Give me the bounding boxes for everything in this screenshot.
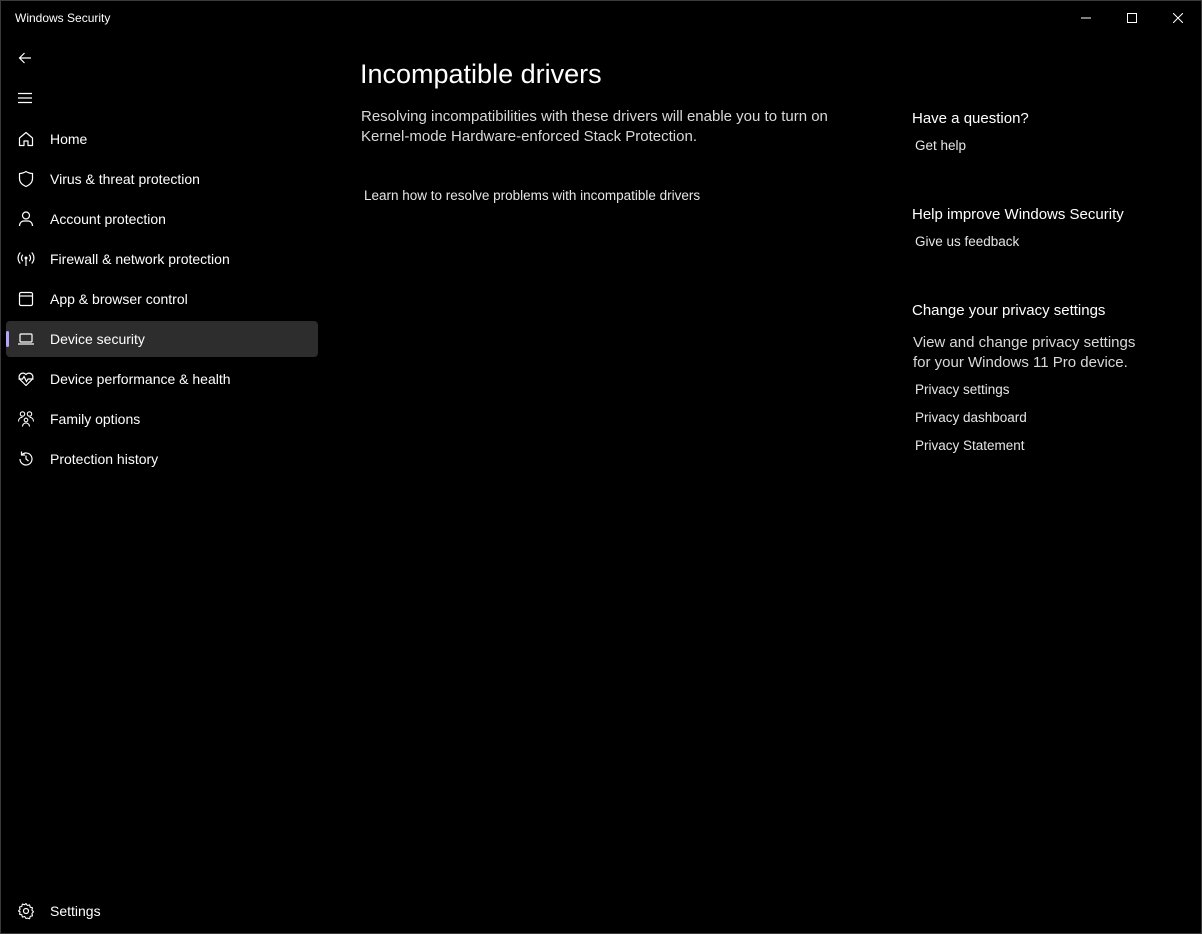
close-button[interactable] — [1155, 1, 1201, 35]
page-description: Resolving incompatibilities with these drivers will enable you to turn on Kernel-mode Hardware-enforced Stack Protection. — [361, 108, 828, 145]
nav-item-label: Account protection — [50, 211, 166, 227]
family-icon — [17, 410, 35, 428]
help-improve-heading: Help improve Windows Security — [912, 206, 1124, 223]
page-title: Incompatible drivers — [360, 59, 602, 89]
nav-item-label: App & browser control — [50, 291, 188, 307]
nav-item-virus-threat-protection[interactable] — [6, 161, 318, 197]
minimize-icon — [1081, 13, 1091, 23]
nav-item-app-browser-control[interactable] — [6, 281, 318, 317]
maximize-button[interactable] — [1109, 1, 1155, 35]
nav-item-firewall-network-protection[interactable] — [6, 241, 318, 277]
privacy-settings-heading: Change your privacy settings — [912, 302, 1106, 319]
nav-item-device-security[interactable] — [6, 321, 318, 357]
give-feedback-link[interactable]: Give us feedback — [915, 234, 1020, 249]
privacy-description: View and change privacy settings for your Windows 11 Pro device. — [913, 334, 1136, 371]
nav-item-account-protection[interactable] — [6, 201, 318, 237]
selection-indicator — [6, 331, 9, 347]
antenna-icon — [17, 250, 35, 268]
nav-item-label: Firewall & network protection — [50, 251, 230, 267]
nav-item-home[interactable] — [6, 121, 318, 157]
learn-resolve-link[interactable]: Learn how to resolve problems with incompatible drivers — [364, 188, 701, 203]
nav-item-label: Protection history — [50, 451, 159, 467]
hamburger-menu-icon — [17, 90, 33, 106]
nav-item-label: Device performance & health — [50, 371, 231, 387]
nav-item-label: Device security — [50, 331, 145, 347]
laptop-icon — [17, 330, 35, 348]
app-title: Windows Security — [15, 11, 111, 25]
get-help-link[interactable]: Get help — [915, 138, 967, 153]
heart-pulse-icon — [17, 370, 35, 388]
privacy-settings-link[interactable]: Privacy settings — [915, 382, 1010, 397]
nav-item-label: Home — [50, 131, 88, 147]
shield-icon — [17, 170, 35, 188]
nav-item-protection-history[interactable] — [6, 441, 318, 477]
nav-item-family-options[interactable] — [6, 401, 318, 437]
back-button[interactable] — [7, 42, 43, 74]
privacy-statement-link[interactable]: Privacy Statement — [915, 438, 1025, 453]
nav-item-label: Settings — [50, 903, 101, 919]
maximize-icon — [1127, 13, 1137, 23]
minimize-button[interactable] — [1063, 1, 1109, 35]
nav-item-device-performance-health[interactable] — [6, 361, 318, 397]
gear-icon — [17, 902, 35, 920]
home-icon — [17, 130, 35, 148]
privacy-dashboard-link[interactable]: Privacy dashboard — [915, 410, 1027, 425]
history-icon — [17, 450, 35, 468]
menu-button[interactable] — [7, 82, 43, 114]
nav-item-label: Virus & threat protection — [50, 171, 200, 187]
person-icon — [17, 210, 35, 228]
title-bar — [1, 1, 1201, 35]
nav-item-settings[interactable] — [6, 893, 318, 929]
app-window-icon — [17, 290, 35, 308]
nav-item-label: Family options — [50, 411, 141, 427]
close-icon — [1173, 13, 1183, 23]
have-question-heading: Have a question? — [912, 110, 1029, 127]
back-arrow-icon — [17, 50, 33, 66]
